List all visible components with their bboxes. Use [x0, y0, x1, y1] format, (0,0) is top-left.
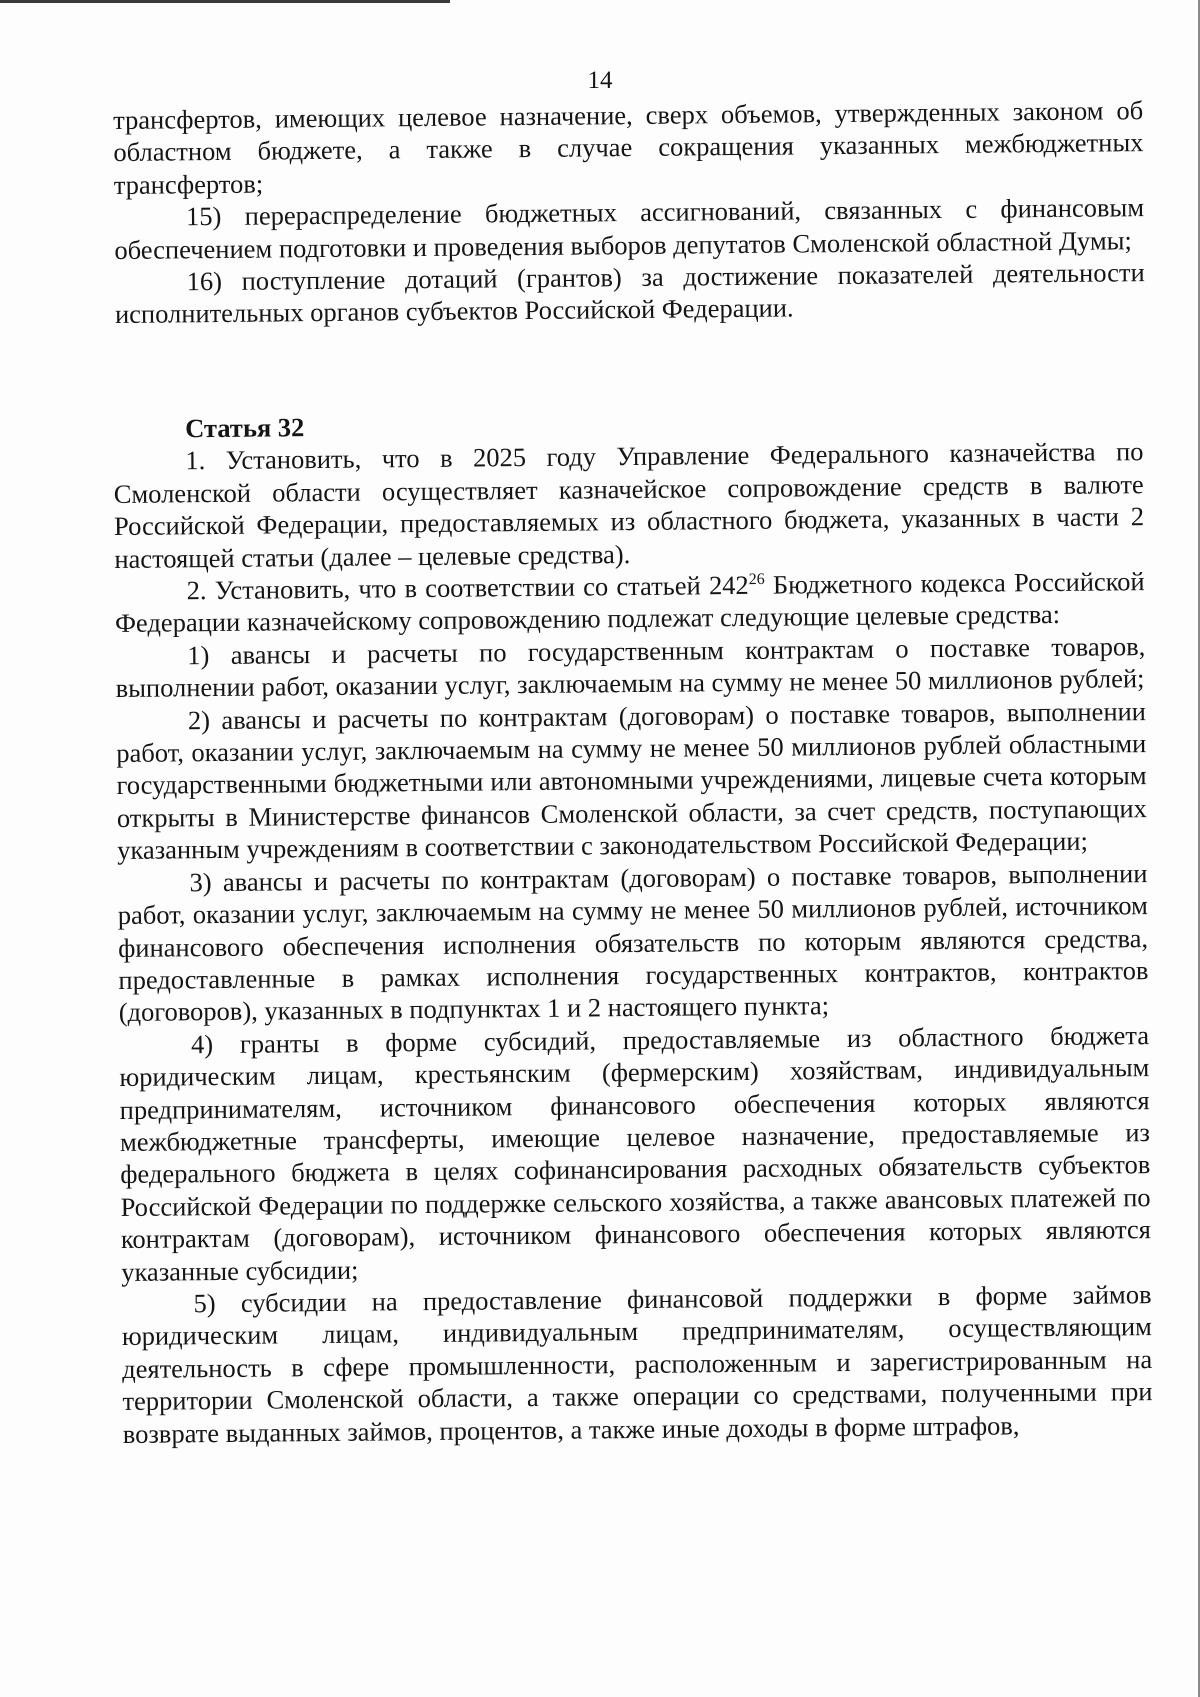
scan-top-edge: [0, 0, 450, 3]
subclause-5: 5) субсидии на предоставление финансовой поддержки в форме займов юридическим лицам, индивидуальным предпринимателям, осуществляющим деятельность в сфере промышленности, расположенным и зарегистрированным на территории Смоленской области, а также операции со средствами, полученными при возврате выданных займов, процентов, а также иные доходы в форме штрафов,: [121, 1279, 1153, 1449]
paragraph-continuation: трансфертов, имеющих целевое назначение, сверх объемов, утвержденных законом об областном бюджете, а также в случае сокращения указанных межбюджетных трансфертов;: [113, 95, 1144, 200]
subclause-1: 1) авансы и расчеты по государственным контрактам о поставке товаров, выполнении работ, оказании услуг, заключаемым на сумму не менее 50 миллионов рублей;: [115, 630, 1146, 704]
list-item-16: 16) поступление дотаций (грантов) за достижение показателей деятельности исполнительных органов субъектов Российской Федерации.: [114, 257, 1145, 330]
article-clause-1: 1. Установить, что в 2025 году Управление Федерального казначейства по Смоленской области осуществляет казначейское сопровождение средств в валюте Российской Федерации, предоставляемых из областного бюджета, указанных в части 2 настоящей статьи (далее – целевые средства).: [113, 436, 1145, 574]
subclause-4: 4) гранты в форме субсидий, предоставляемые из областного бюджета юридическим лицам, крестьянским (фермерским) хозяйствам, индивидуальным предпринимателям, источником финансового обеспечения которых являются межбюджетные трансферты, имеющие целевое назначение, предоставляемые из федерального бюджета в целях софинансирования расходных обязательств субъектов Российской Федерации по поддержке сельского хозяйства, а также авансовых платежей по контрактам (договорам), источником финансового обеспечения которых являются указанные субсидии;: [119, 1019, 1152, 1287]
page-number: 14: [587, 67, 613, 94]
subclause-3: 3) авансы и расчеты по контрактам (договорам) о поставке товаров, выполнении работ, оказании услуг, заключаемым на сумму не менее 50 миллионов рублей, источником финансового обеспечения исполнения обязательств по которым являются средства, предоставленные в рамках исполнения государственных контрактов, контрактов (договоров), указанных в подпунктах 1 и 2 настоящего пункта;: [117, 857, 1149, 1028]
list-item-15: 15) перераспределение бюджетных ассигнований, связанных с финансовым обеспечением подготовки и проведения выборов депутатов Смоленской областной Думы;: [114, 192, 1145, 265]
continued-list-section: [113, 94, 1145, 331]
article-clause-2: [115, 565, 1146, 640]
subclause-2: 2) авансы и расчеты по контрактам (договорам) о поставке товаров, выполнении работ, оказании услуг, заключаемым на сумму не менее 50 миллионов рублей областными государственными бюджетными или автономными учреждениями, лицевые счета которым открыты в Министерстве финансов Смоленской области, за счет средств, поступающих указанным учреждениям в соответствии с законодательством Российской Федерации;: [116, 695, 1147, 866]
article-heading: Статья 32: [185, 412, 305, 444]
clause-2-text-start: 2. Установить, что в соответствии со статьей 242: [186, 569, 749, 606]
article-number-superscript: 26: [748, 570, 765, 589]
article-32-section: [113, 403, 1153, 1450]
clause-2-text-end: Бюджетного кодекса Российской Федерации казначейскому сопровождению подлежат следующие целевые средства:: [114, 566, 1145, 639]
